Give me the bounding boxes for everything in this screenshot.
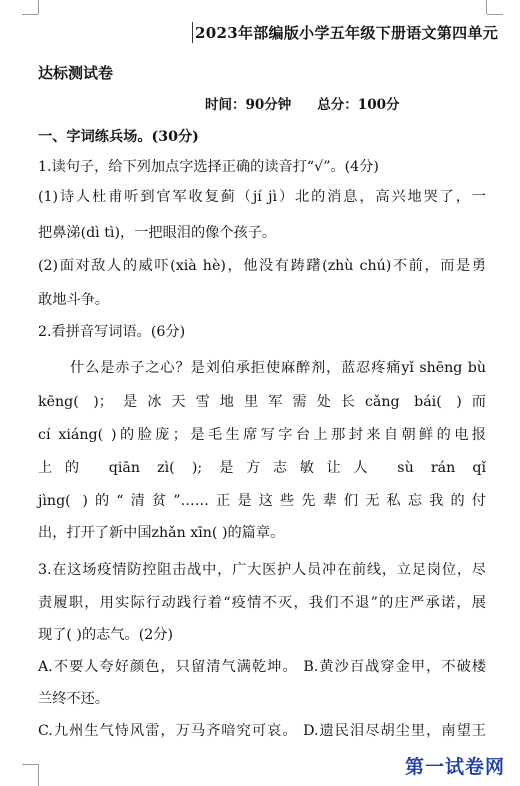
time-limit: 时间：90分钟	[205, 97, 292, 113]
question-3-line-3: 现了( )的志气。(2分)	[38, 627, 173, 643]
document-title: 2023年部编版小学五年级下册语文第四单元	[192, 22, 498, 43]
document-title-continued: 达标测试卷	[38, 64, 114, 82]
total-score: 总分：100分	[317, 97, 400, 113]
question-1-sentence-1-line-1: (1)诗人杜甫听到官军收复蓟（jí jì）北的消息，高兴地哭了，一	[38, 189, 486, 205]
question-3-option-cd: C.九州生气恃风雷，万马齐喑究可哀。 D.遗民泪尽胡尘里，南望王	[38, 723, 486, 739]
question-1-stem: 1.读句子，给下列加点字选择正确的读音打“√”。(4分)	[38, 159, 379, 175]
question-2-paragraph-line-4: 上的 qiān zì( ); 是方志敏让人 sù rán qǐ	[38, 460, 486, 476]
question-1-sentence-2-line-2: 敢地斗争。	[38, 292, 109, 308]
question-2-paragraph-line-2: kēng( )；是冰天雪地里军需处长cǎng bái( )而	[38, 394, 486, 410]
question-3-option-b-continued: 兰终不还。	[38, 691, 109, 707]
exam-meta	[205, 93, 399, 113]
crop-mark-bottom-left-v	[38, 764, 39, 786]
crop-mark-top-left-h	[22, 14, 38, 15]
question-3-option-ab: A.不要人夸好颜色，只留清气满乾坤。 B.黄沙百战穿金甲，不破楼	[38, 659, 486, 675]
question-3-line-2: 责履职，用实际行动践行着“疫情不灭，我们不退”的庄严承诺，展	[38, 595, 486, 611]
crop-mark-bottom-left-h	[22, 764, 38, 765]
section-heading: 一、字词练兵场。(30分)	[38, 129, 199, 145]
crop-mark-top-right-v	[486, 0, 487, 14]
question-1-sentence-1-line-2: 把鼻涕(dì tì)，一把眼泪的像个孩子。	[38, 225, 277, 241]
crop-mark-top-left-v	[38, 0, 39, 14]
question-3-line-1: 3.在这场疫情防控阻击战中，广大医护人员冲在前线，立足岗位，尽	[38, 562, 486, 578]
question-1-sentence-2-line-1: (2)面对敌人的威吓(xià hè)，他没有踌躇(zhù chú)不前，而是勇	[38, 258, 486, 274]
question-2-paragraph-line-5: jìng( )的“清贫”……正是这些先辈们无私忘我的付	[38, 493, 486, 509]
question-2-paragraph-line-3: cí xiáng( )的脸庞；是毛生席写字台上那封来自朝鲜的电报	[38, 427, 486, 443]
question-2-paragraph-line-6: 出，打开了新中国zhǎn xīn( )的篇章。	[38, 525, 285, 541]
site-watermark: 第一试卷网	[405, 756, 506, 778]
question-2-paragraph-line-1: 什么是赤子之心？是刘伯承拒使麻醉剂，蓝忍疼痛yǐ shēng bù	[70, 360, 486, 376]
question-2-stem: 2.看拼音写词语。(6分)	[38, 324, 186, 340]
crop-mark-top-right-h	[487, 14, 503, 15]
